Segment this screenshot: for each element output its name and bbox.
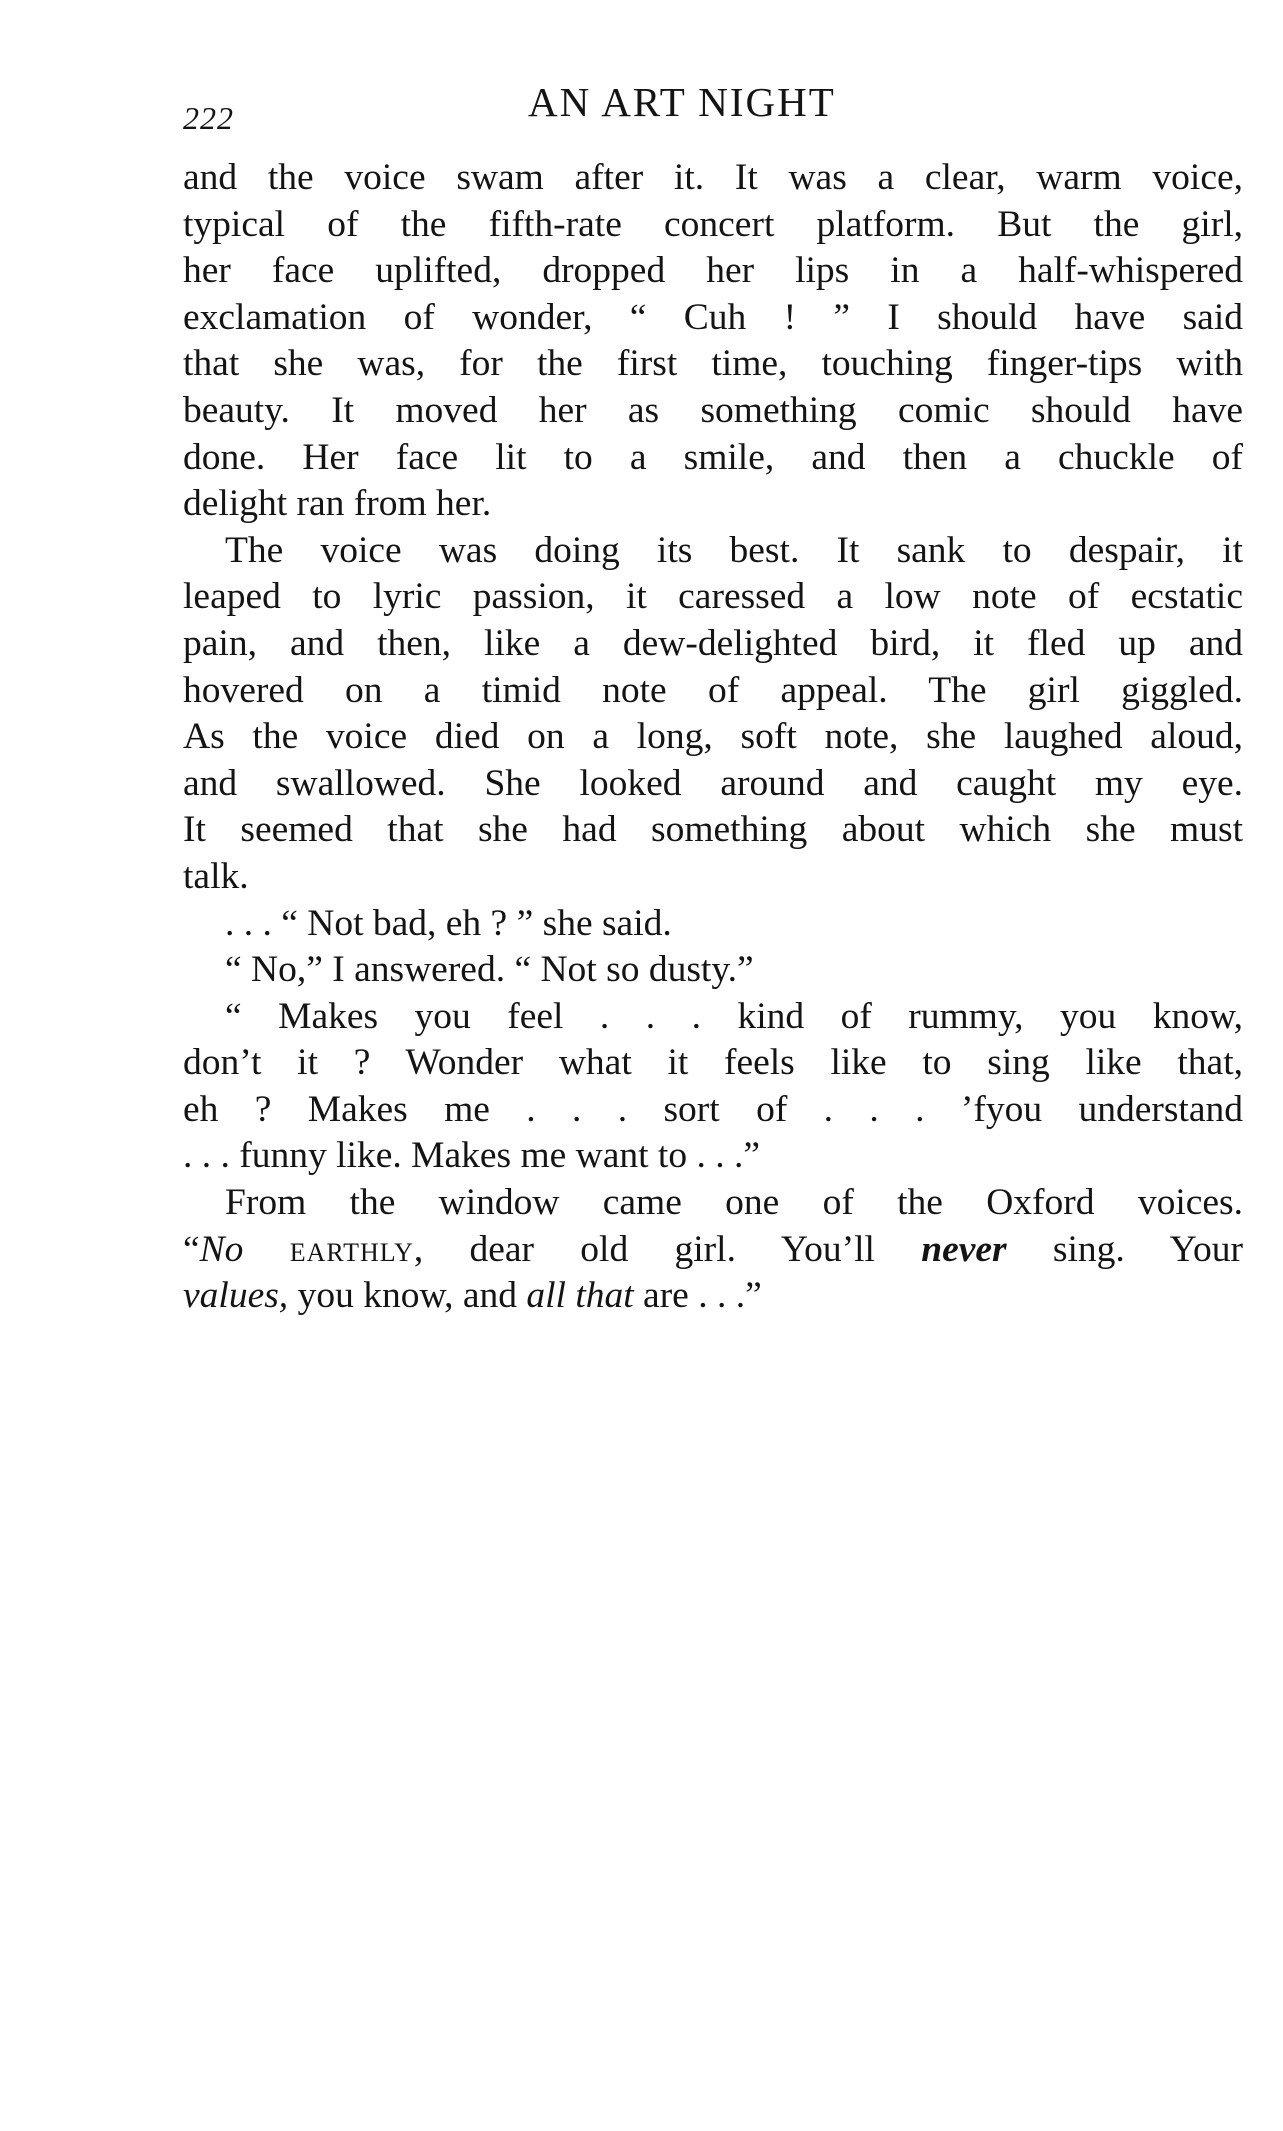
text-line: It seemed that she had something about which she must bbox=[183, 809, 1243, 851]
text-line: and the voice swam after it. It was a clear, warm voice, bbox=[183, 157, 1243, 198]
text-line: and swallowed. She looked around and caught my eye. bbox=[183, 762, 1243, 804]
text-line: eh ? Makes me . . . sort of . . . ’fyou understand bbox=[183, 1088, 1243, 1130]
text-line: As the voice died on a long, soft note, she laughed aloud, bbox=[183, 716, 1243, 758]
italic-word: all that bbox=[526, 1275, 634, 1317]
text-line: beauty. It moved her as something comic should have bbox=[183, 389, 1243, 431]
text-line: typical of the fifth-rate concert platform. But the girl, bbox=[183, 203, 1243, 245]
text-line: that she was, for the first time, touching finger-tips with bbox=[183, 343, 1243, 385]
text-line: talk. bbox=[183, 855, 249, 897]
text-line: From the window came one of the Oxford voices. bbox=[225, 1182, 1243, 1224]
text-line: her face uplifted, dropped her lips in a half-whispered bbox=[183, 250, 1243, 292]
text-line: delight ran from her. bbox=[183, 483, 492, 525]
text-line: exclamation of wonder, “ Cuh ! ” I should have said bbox=[183, 296, 1243, 338]
text-line: done. Her face lit to a smile, and then a chuckle of bbox=[183, 436, 1243, 478]
text-line: “ Makes you feel . . . kind of rummy, you know, bbox=[225, 995, 1243, 1037]
text-line: pain, and then, like a dew-delighted bird, it fled up and bbox=[183, 622, 1243, 664]
text-line: “ No,” I answered. “ Not so dusty.” bbox=[225, 949, 754, 991]
text-line: The voice was doing its best. It sank to despair, it bbox=[225, 529, 1243, 571]
text-line-formatted: “No earthly, dear old girl. You’ll never sing. Your bbox=[183, 1228, 1243, 1270]
text-line-formatted: values, you know, and all that are . . .” bbox=[183, 1275, 762, 1317]
page-header bbox=[183, 78, 1243, 138]
smallcaps-word: earthly bbox=[289, 1228, 414, 1270]
text-line: . . . funny like. Makes me want to . . .” bbox=[183, 1135, 760, 1177]
text-line: leaped to lyric passion, it caressed a low note of ecstatic bbox=[183, 576, 1243, 618]
running-head: AN ART NIGHT bbox=[528, 79, 836, 125]
italic-word: values, bbox=[183, 1275, 289, 1317]
italic-word: No bbox=[199, 1228, 244, 1270]
text-line: hovered on a timid note of appeal. The girl giggled. bbox=[183, 669, 1243, 711]
page-number: 222 bbox=[183, 100, 234, 136]
text-line: don’t it ? Wonder what it feels like to sing like that, bbox=[183, 1042, 1243, 1084]
text-line: . . . “ Not bad, eh ? ” she said. bbox=[225, 902, 672, 944]
italic-word: never bbox=[921, 1228, 1007, 1270]
body-text bbox=[183, 155, 1243, 1320]
